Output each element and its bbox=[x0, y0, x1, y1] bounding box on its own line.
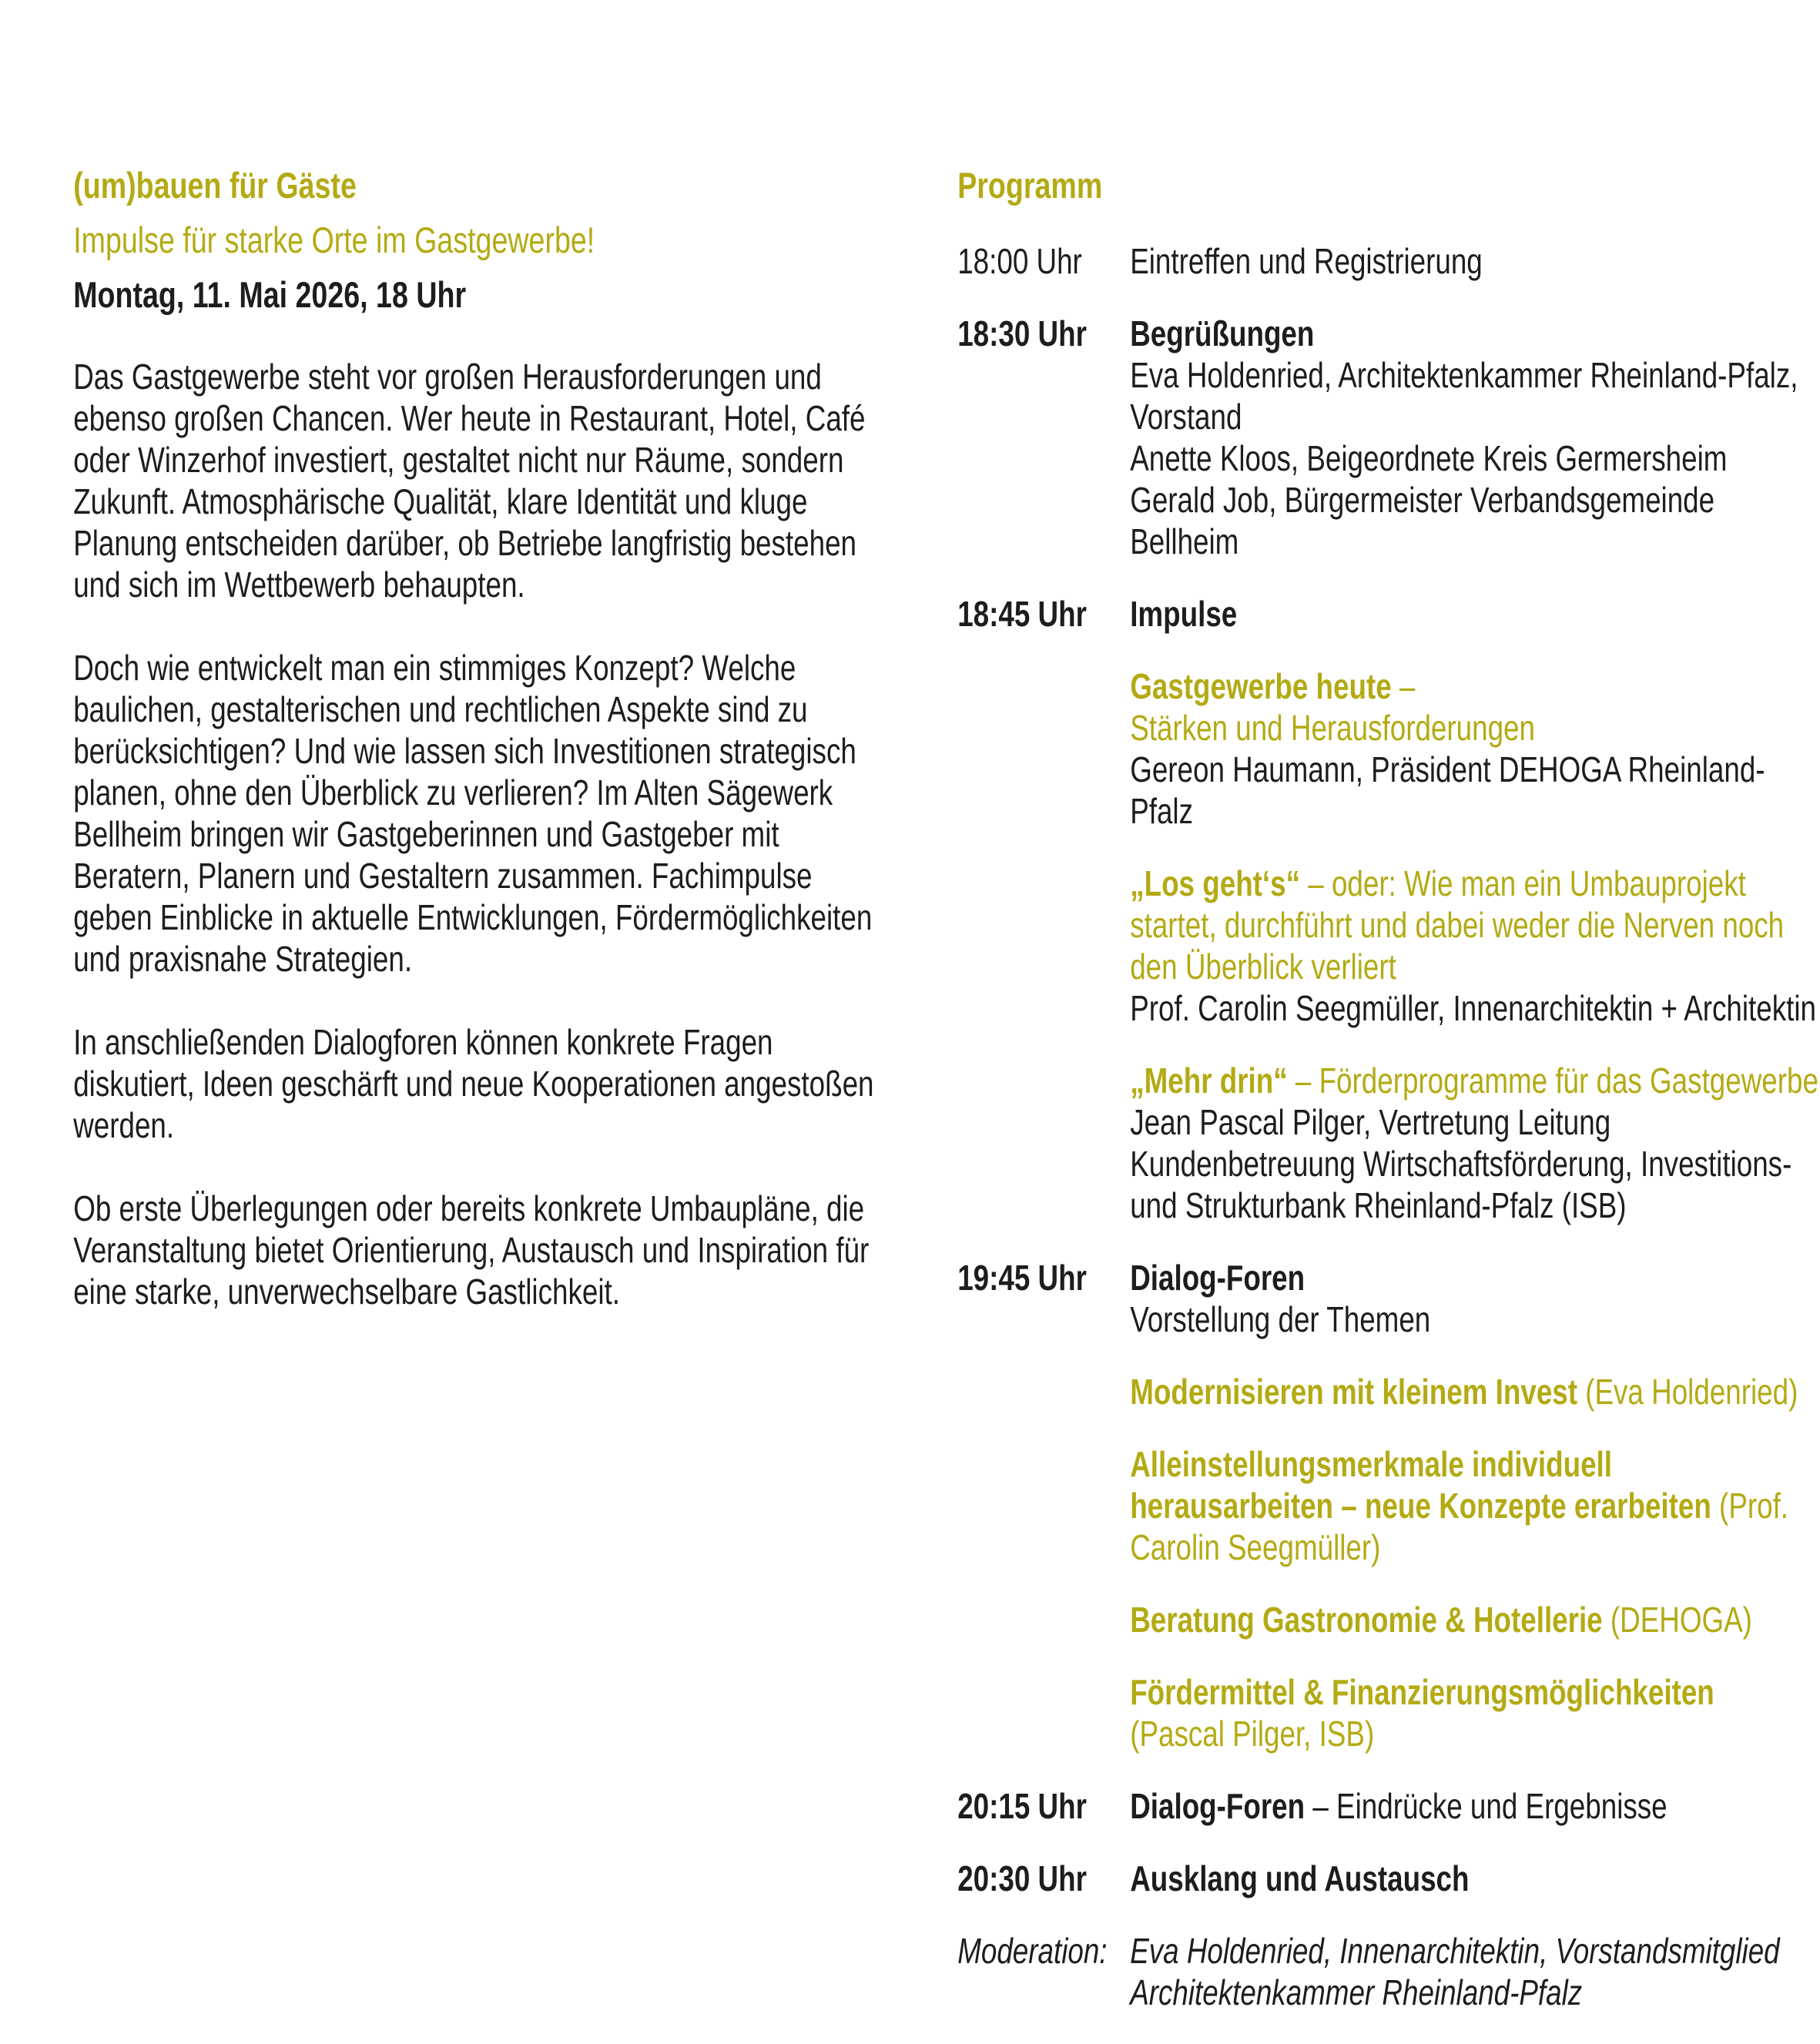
schedule-time-spacer bbox=[957, 1671, 1130, 1754]
talk-title-bold: „Los geht‘s“ bbox=[1130, 863, 1301, 903]
intro-paragraph-1: Das Gastgewerbe steht vor großen Herausforderungen und ebenso großen Chancen. Wer heute in Restaurant, Hotel, Café oder Winzerhof investiert, gestaltet nicht nur Räume, sondern Zukunft. Atmosphärische Qualität, klare Identität und kluge Planung entscheiden darüber, ob Betriebe langfristig bestehen und sich im Wettbewerb behaupten. bbox=[73, 357, 866, 605]
entry-title: Ausklang und Austausch bbox=[1130, 1858, 1470, 1898]
topic-title-bold: Fördermittel & Finanzierungsmöglichkeiten bbox=[1130, 1672, 1714, 1712]
entry-title: Dialog-Foren bbox=[1130, 1786, 1306, 1826]
entry-content bbox=[1130, 1858, 1820, 1899]
intro-column bbox=[73, 165, 874, 2044]
speaker-line: Gereon Haumann, Präsident DEHOGA Rheinland-Pfalz bbox=[1130, 749, 1765, 831]
schedule-time-spacer bbox=[957, 1443, 1130, 1568]
schedule-entry-impulses bbox=[957, 593, 1820, 635]
schedule-entry-talk-los-gehts bbox=[957, 863, 1820, 1029]
schedule-entry-greetings bbox=[957, 313, 1820, 562]
moderation-label: Moderation: bbox=[957, 1931, 1108, 1971]
entry-content bbox=[1130, 665, 1820, 832]
entry-content bbox=[1130, 1599, 1820, 1640]
event-date: Montag, 11. Mai 2026, 18 Uhr bbox=[73, 274, 467, 315]
schedule-time: 20:15 Uhr bbox=[957, 1786, 1087, 1826]
program-column bbox=[957, 165, 1820, 2044]
schedule-time-spacer bbox=[957, 863, 1130, 1029]
schedule-time-spacer bbox=[957, 1060, 1130, 1226]
entry-title: Impulse bbox=[1130, 594, 1238, 634]
moderation-text: Eva Holdenried, Innenarchitektin, Vorstandsmitglied Architektenkammer Rheinland-Pfalz bbox=[1130, 1931, 1780, 2012]
talk-title-bold: „Mehr drin“ bbox=[1130, 1061, 1288, 1101]
entry-title: Dialog-Foren bbox=[1130, 1258, 1306, 1298]
entry-text: Vorstellung der Themen bbox=[1130, 1299, 1431, 1339]
schedule-entry-dialog-results bbox=[957, 1785, 1820, 1827]
speaker-line: Gerald Job, Bürgermeister Verbandsgemeinde Bellheim bbox=[1130, 480, 1715, 561]
entry-text: Eintreffen und Registrierung bbox=[1130, 241, 1483, 281]
talk-title-rest: – Förderprogramme für das Gastgewerbe bbox=[1287, 1061, 1818, 1101]
intro-paragraph-3: In anschließenden Dialogforen können konkrete Fragen diskutiert, Ideen geschärft und neue Kooperationen angestoßen werden. bbox=[73, 1022, 874, 1145]
talk-title-bold: Gastgewerbe heute bbox=[1130, 666, 1392, 706]
schedule-entry-dialog-forums bbox=[957, 1257, 1820, 1340]
talk-title bbox=[1130, 1060, 1820, 1101]
topic-title-bold: Modernisieren mit kleinem Invest bbox=[1130, 1372, 1578, 1412]
talk-title-rest: – oder: Wie man ein Umbauprojekt startet, durchführt und dabei weder die Nerven noch den Überblick verliert bbox=[1130, 863, 1785, 987]
schedule-time-spacer bbox=[957, 1599, 1130, 1640]
schedule-time-spacer bbox=[957, 1371, 1130, 1412]
event-title: (um)bauen für Gäste bbox=[73, 165, 357, 206]
speaker-line: Prof. Carolin Seegmüller, Innenarchitektin + Architektin bbox=[1130, 988, 1817, 1028]
entry-content bbox=[1130, 593, 1820, 635]
program-heading: Programm bbox=[957, 165, 1103, 206]
entry-title-line bbox=[1130, 1785, 1820, 1827]
entry-content bbox=[1130, 313, 1820, 562]
schedule-entry-arrival bbox=[957, 240, 1820, 282]
schedule-time: 20:30 Uhr bbox=[957, 1858, 1087, 1898]
entry-content bbox=[1130, 1443, 1820, 1568]
talk-title bbox=[1130, 665, 1820, 707]
topic-title-rest: (DEHOGA) bbox=[1602, 1600, 1752, 1640]
entry-content bbox=[1130, 1257, 1820, 1340]
speaker-line: Jean Pascal Pilger, Vertretung Leitung Kundenbetreuung Wirtschaftsförderung, Investitions- und Strukturbank Rheinland-Pfalz (ISB) bbox=[1130, 1102, 1792, 1225]
schedule bbox=[957, 240, 1820, 2013]
topic-line bbox=[1130, 1671, 1820, 1754]
schedule-entry-topic-alleinstellungsmerkmale bbox=[957, 1443, 1820, 1568]
schedule-entry-talk-gastgewerbe-heute bbox=[957, 665, 1820, 832]
talk-subtitle: Stärken und Herausforderungen bbox=[1130, 708, 1535, 748]
schedule-entry-topic-foerdermittel bbox=[957, 1671, 1820, 1754]
schedule-time: 18:30 Uhr bbox=[957, 313, 1087, 354]
schedule-time: 18:00 Uhr bbox=[957, 241, 1082, 281]
topic-line bbox=[1130, 1371, 1820, 1412]
entry-content bbox=[1130, 1060, 1820, 1226]
schedule-entry-moderation bbox=[957, 1930, 1820, 2013]
event-subtitle: Impulse für starke Orte im Gastgewerbe! bbox=[73, 219, 595, 260]
schedule-time: 19:45 Uhr bbox=[957, 1258, 1087, 1298]
intro-paragraph-4: Ob erste Überlegungen oder bereits konkrete Umbaupläne, die Veranstaltung bietet Orientierung, Austausch und Inspiration für eine starke, unverwechselbare Gastlichkeit. bbox=[73, 1188, 870, 1312]
topic-title-bold: Alleinstellungsmerkmale individuell herausarbeiten – neue Konzepte erarbeiten bbox=[1130, 1444, 1711, 1526]
entry-title-rest: – Eindrücke und Ergebnisse bbox=[1305, 1786, 1667, 1826]
topic-line bbox=[1130, 1443, 1820, 1568]
entry-content bbox=[1130, 1785, 1820, 1827]
schedule-entry-topic-beratung bbox=[957, 1599, 1820, 1640]
schedule-entry-topic-modernisieren bbox=[957, 1371, 1820, 1412]
entry-content bbox=[1130, 1371, 1820, 1412]
talk-title-rest: – bbox=[1391, 666, 1416, 706]
topic-title-rest: (Pascal Pilger, ISB) bbox=[1130, 1714, 1375, 1754]
speaker-line: Anette Kloos, Beigeordnete Kreis Germersheim bbox=[1130, 438, 1728, 478]
schedule-time: 18:45 Uhr bbox=[957, 594, 1087, 634]
topic-title-rest: (Prof. Carolin Seegmüller) bbox=[1130, 1486, 1789, 1567]
entry-content bbox=[1130, 240, 1820, 282]
entry-content bbox=[1130, 1671, 1820, 1754]
topic-line bbox=[1130, 1599, 1820, 1640]
entry-title: Begrüßungen bbox=[1130, 313, 1315, 354]
title-block bbox=[73, 165, 874, 316]
talk-title bbox=[1130, 863, 1820, 987]
schedule-entry-closing bbox=[957, 1858, 1820, 1899]
speaker-line: Eva Holdenried, Architektenkammer Rheinland-Pfalz, Vorstand bbox=[1130, 355, 1798, 437]
intro-paragraph-2: Doch wie entwickelt man ein stimmiges Konzept? Welche baulichen, gestalterischen und rechtlichen Aspekte sind zu berücksichtigen? Und wie lassen sich Investitionen strategisch planen, ohne den Überblick zu verlieren? Im Alten Sägewerk Bellheim bringen wir Gastgeberinnen und Gastgeber mit Beratern, Planern und Gestaltern zusammen. Fachimpulse geben Einblicke in aktuelle Entwicklungen, Fördermöglichkeiten und praxisnahe Strategien. bbox=[73, 648, 873, 979]
entry-content bbox=[1130, 863, 1820, 1029]
topic-title-rest: (Eva Holdenried) bbox=[1577, 1372, 1798, 1412]
schedule-entry-talk-mehr-drin bbox=[957, 1060, 1820, 1226]
topic-title-bold: Beratung Gastronomie & Hotellerie bbox=[1130, 1600, 1603, 1640]
schedule-time-spacer bbox=[957, 665, 1130, 832]
